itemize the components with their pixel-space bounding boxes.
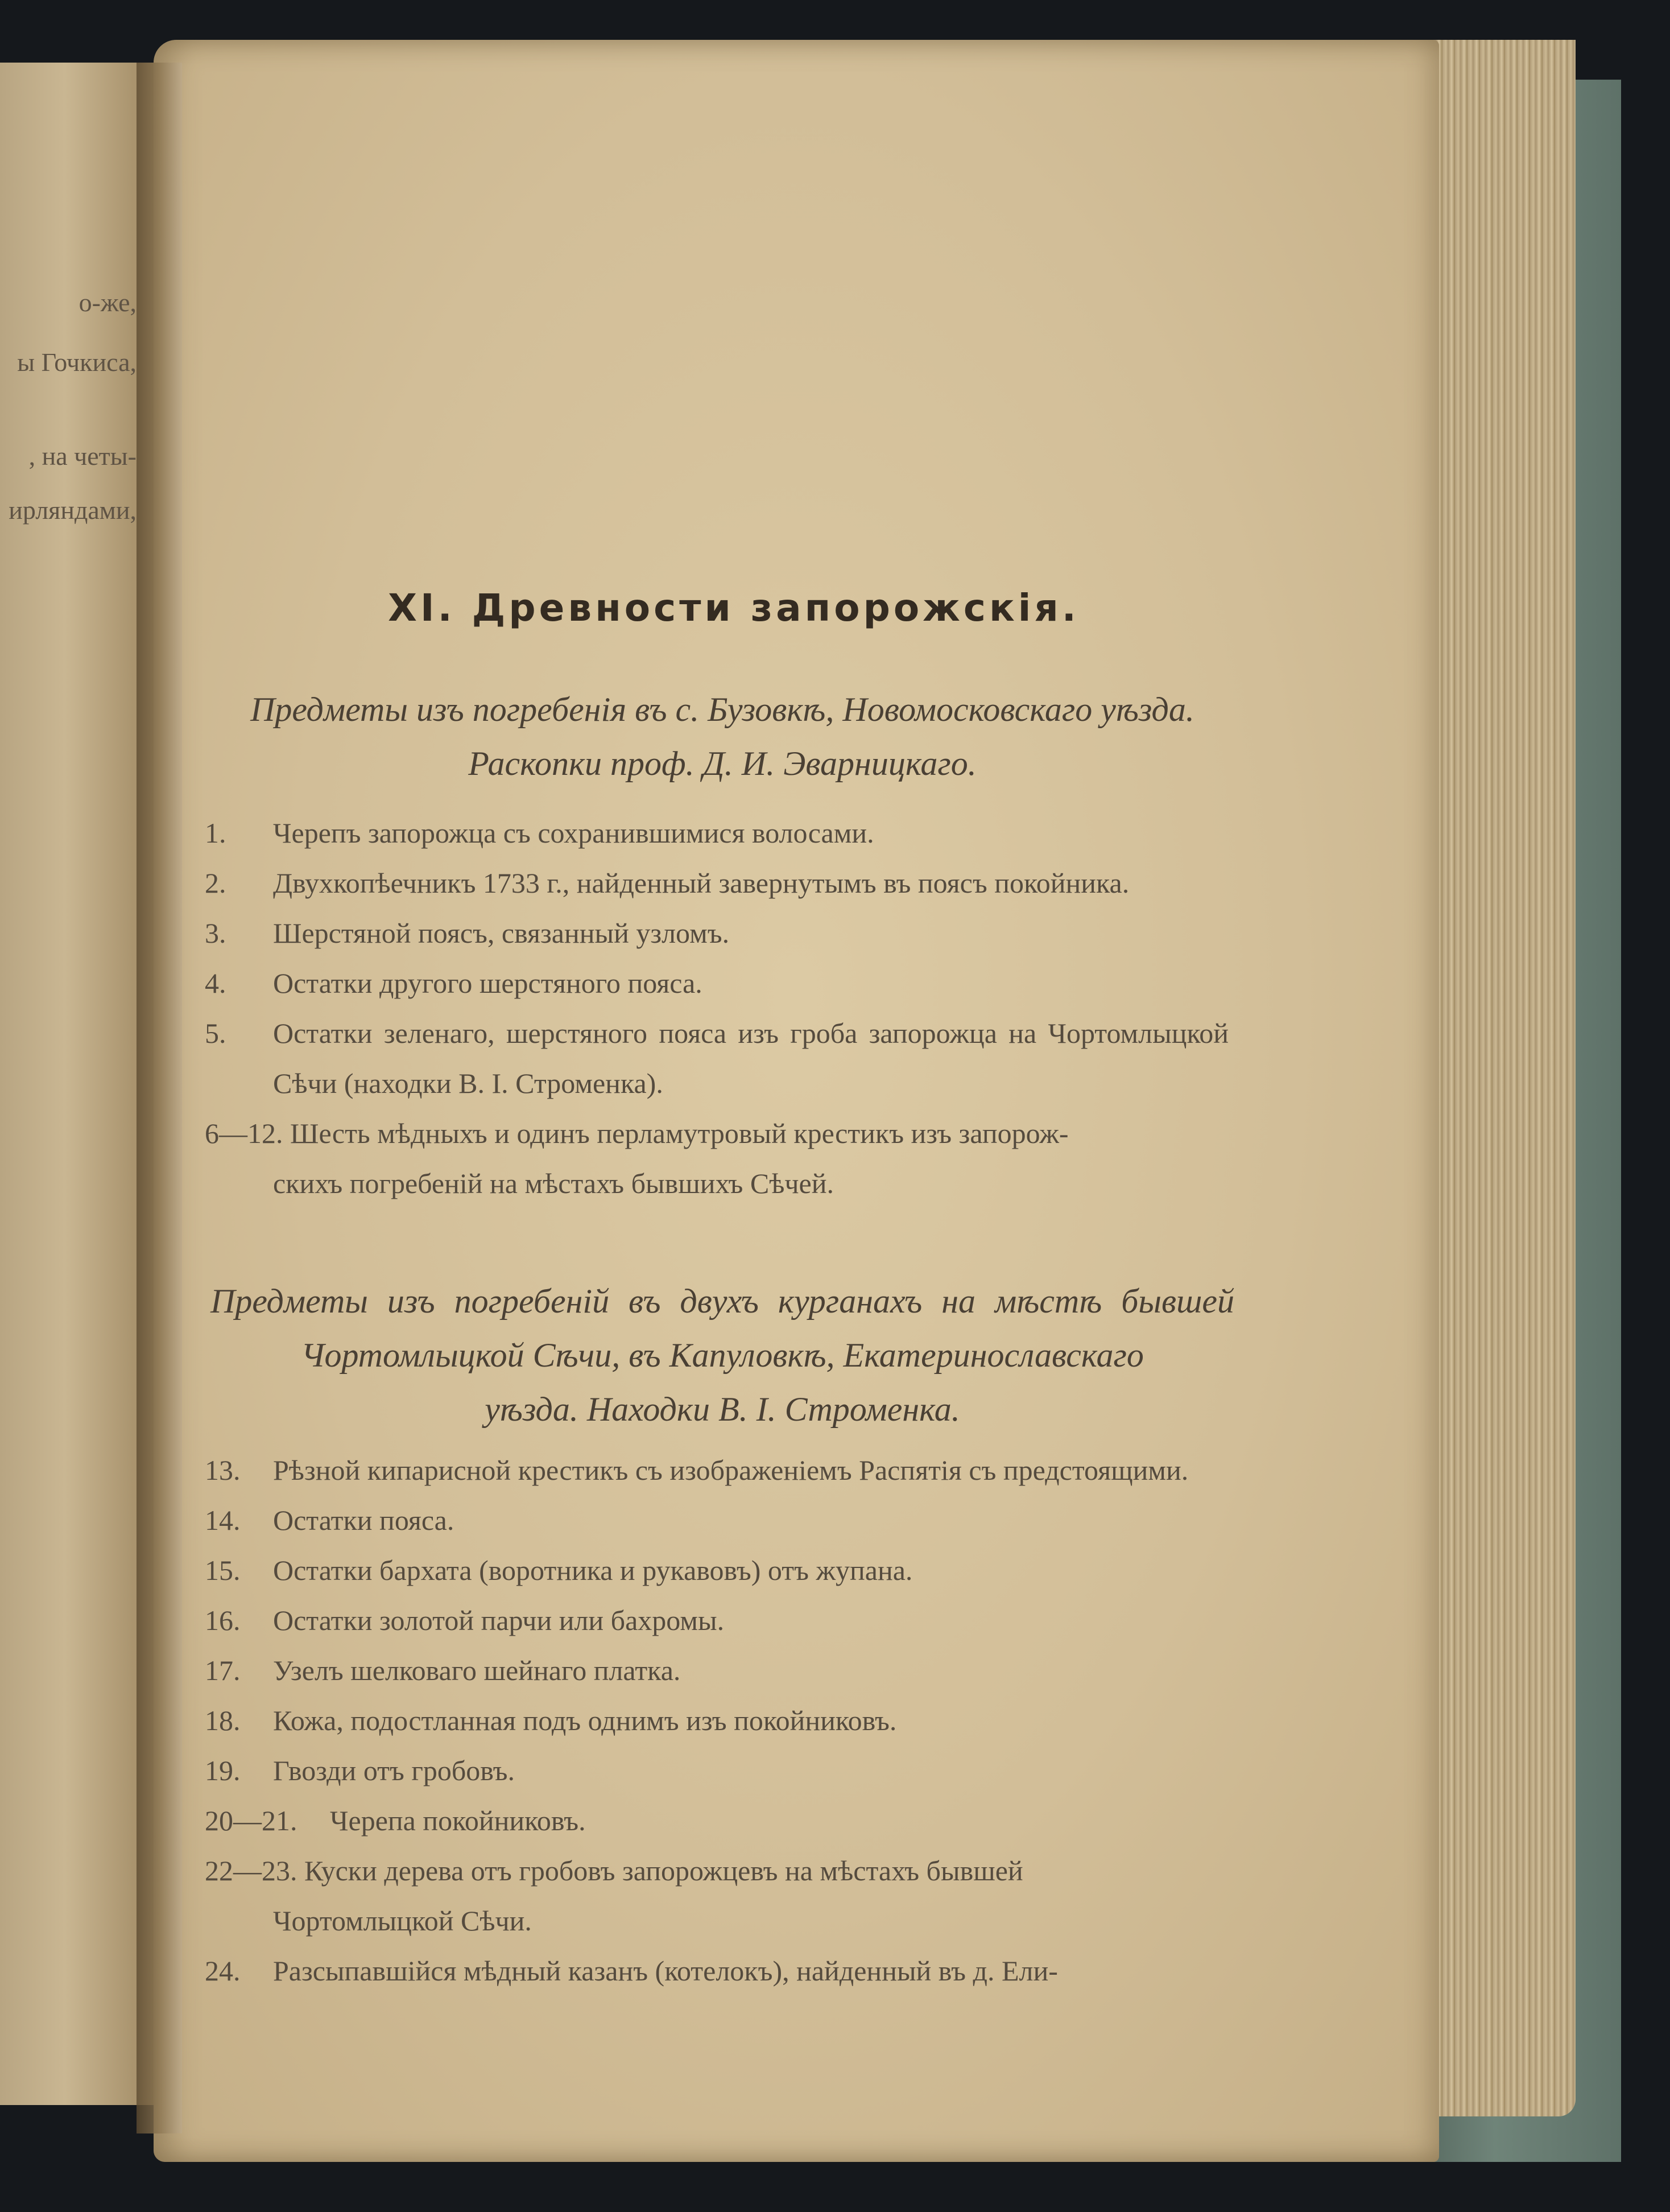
item-text: Узелъ шелковаго шейнаго платка. [273,1654,681,1686]
list-item [205,1445,1229,1495]
item-number: 3. [205,917,226,949]
item-number: 16. [205,1604,241,1636]
section1-list [205,808,1229,1208]
item-text-continued: скихъ погребеній на мѣстахъ бывшихъ Сѣчей. [273,1167,834,1199]
section1-heading-line2: Раскопки проф. Д. И. Эварницкаго. [468,745,977,782]
left-page-text-line: , на четы- [28,441,137,471]
section2-list [205,1445,1229,1996]
section2-heading-line2: уѣзда. Находки В. І. Строменка. [485,1390,960,1428]
item-number: 4. [205,967,226,999]
list-item [205,1495,1229,1545]
list-item [205,858,1229,908]
item-number: 19. [205,1755,241,1786]
list-item [205,1008,1229,1108]
item-number: 2. [205,867,226,899]
item-text: Черепа покойниковъ. [330,1805,586,1837]
list-item [205,1745,1229,1796]
left-page-text-line: ирляндами, [9,496,137,525]
item-number: 1. [205,817,226,849]
book-gutter [137,63,182,2133]
list-item [205,1946,1229,1996]
item-text: Остатки золотой парчи или бахромы. [273,1604,725,1636]
item-text: Двухкопѣечникъ 1733 г., найденный завернутымъ въ поясъ покойника. [273,867,1130,899]
list-item [205,1846,1229,1946]
item-text: Остатки другого шерстяного пояса. [273,967,702,999]
section-title: XI. Древности запорожскія. [388,586,1080,630]
list-item [205,808,1229,858]
item-number: 20—21. [205,1805,297,1837]
item-text: Черепъ запорожца съ сохранившимися волосами. [273,817,874,849]
item-text: Рѣзной кипарисной крестикъ съ изображеніемъ Распятія съ предстоящими. [273,1454,1189,1486]
section1-heading-line1: Предметы изъ погребенія въ с. Бузовкѣ, Новомосковскаго уѣзда. [250,691,1194,728]
list-item [205,1796,1229,1846]
item-text: Куски дерева отъ гробовъ запорожцевъ на мѣстахъ бывшей [304,1855,1023,1887]
item-number: 24. [205,1955,241,1987]
item-text-continued: Чортомлыцкой Сѣчи. [273,1905,532,1937]
item-text: Остатки зеленаго, шерстяного пояса изъ гроба запорожца на Чортомлыцкой Сѣчи (находки В. І. Строменка). [273,1017,1229,1099]
item-text: Остатки бархата (воротника и рукавовъ) отъ жупана. [273,1554,913,1586]
item-number: 13. [205,1454,241,1486]
item-text: Кожа, подостланная подъ однимъ изъ покойниковъ. [273,1705,897,1736]
list-item [205,1108,1229,1208]
item-text: Гвозди отъ гробовъ. [273,1755,515,1786]
list-item [205,908,1229,958]
item-text: Шесть мѣдныхъ и одинъ перламутровый крестикъ изъ запорож- [290,1117,1069,1149]
section1-heading [210,683,1234,791]
item-number: 17. [205,1654,241,1686]
item-number: 15. [205,1554,241,1586]
section2-heading-line1: Предметы изъ погребеній въ двухъ курганахъ на мѣстѣ бывшей Чортомлыцкой Сѣчи, въ Капуловкѣ, Екатеринославскаго [210,1282,1234,1374]
item-number: 18. [205,1705,241,1736]
list-item [205,1545,1229,1595]
item-number: 14. [205,1504,241,1536]
item-number: 22—23. [205,1855,297,1887]
list-item [205,958,1229,1008]
left-page-text-line: ы Гочкиса, [17,348,137,377]
item-text: Шерстяной поясъ, связанный узломъ. [273,917,730,949]
list-item [205,1595,1229,1645]
left-page-text-line: о-же, [78,288,137,317]
section2-heading [210,1274,1234,1437]
list-item [205,1645,1229,1695]
item-text: Разсыпавшійся мѣдный казанъ (котелокъ), найденный въ д. Ели- [273,1955,1058,1987]
item-text: Остатки пояса. [273,1504,454,1536]
list-item [205,1695,1229,1745]
item-number: 6—12. [205,1117,283,1149]
item-number: 5. [205,1017,226,1049]
